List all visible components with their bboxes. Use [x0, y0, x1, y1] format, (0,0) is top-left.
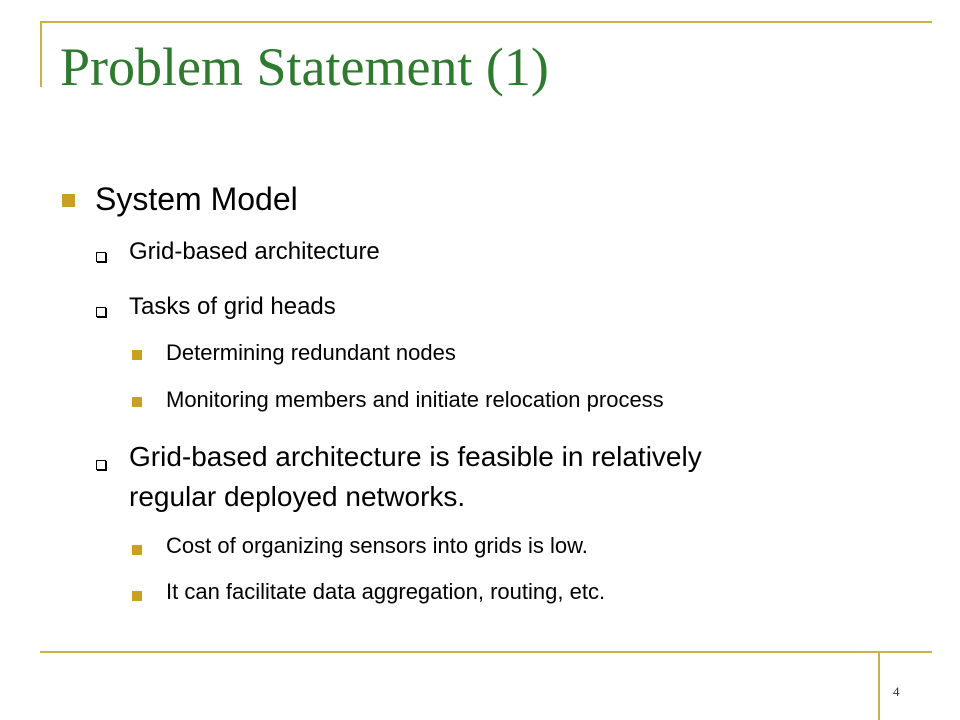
- list-item-continuation: [129, 481, 465, 513]
- heading-system-model: [95, 181, 298, 218]
- sub-list-item: [166, 579, 605, 605]
- heading-label: System Model: [95, 181, 298, 217]
- bullet-square-icon: [132, 591, 142, 601]
- slide-title: Problem Statement (1): [60, 37, 549, 97]
- sub-list-item: [166, 533, 588, 559]
- sub-list-item-label: Cost of organizing sensors into grids is low.: [166, 533, 588, 558]
- list-item: [129, 441, 702, 473]
- list-item-label: Grid-based architecture: [129, 238, 380, 265]
- page-number: 4: [893, 684, 900, 699]
- sub-list-item-label: Determining redundant nodes: [166, 340, 456, 365]
- bullet-square-icon: [132, 397, 142, 407]
- list-item-label-line2: regular deployed networks.: [129, 481, 466, 512]
- bullet-square-icon: [132, 545, 142, 555]
- sub-list-item: [166, 387, 664, 413]
- bullet-square-icon: [132, 350, 142, 360]
- list-item: [129, 293, 336, 321]
- list-item-label-line1: Grid-based architecture is feasible in relatively: [129, 441, 702, 472]
- list-item: [129, 238, 380, 266]
- sub-list-item-label: It can facilitate data aggregation, routing, etc.: [166, 579, 606, 604]
- hollow-square-bullet-icon: [96, 307, 106, 317]
- hollow-square-bullet-icon: [96, 460, 106, 470]
- hollow-square-bullet-icon: [96, 252, 106, 262]
- bullet-square-icon: [62, 194, 75, 207]
- list-item-label: Tasks of grid heads: [129, 293, 336, 320]
- sub-list-item-label: Monitoring members and initiate relocation process: [166, 387, 664, 412]
- sub-list-item: [166, 340, 456, 366]
